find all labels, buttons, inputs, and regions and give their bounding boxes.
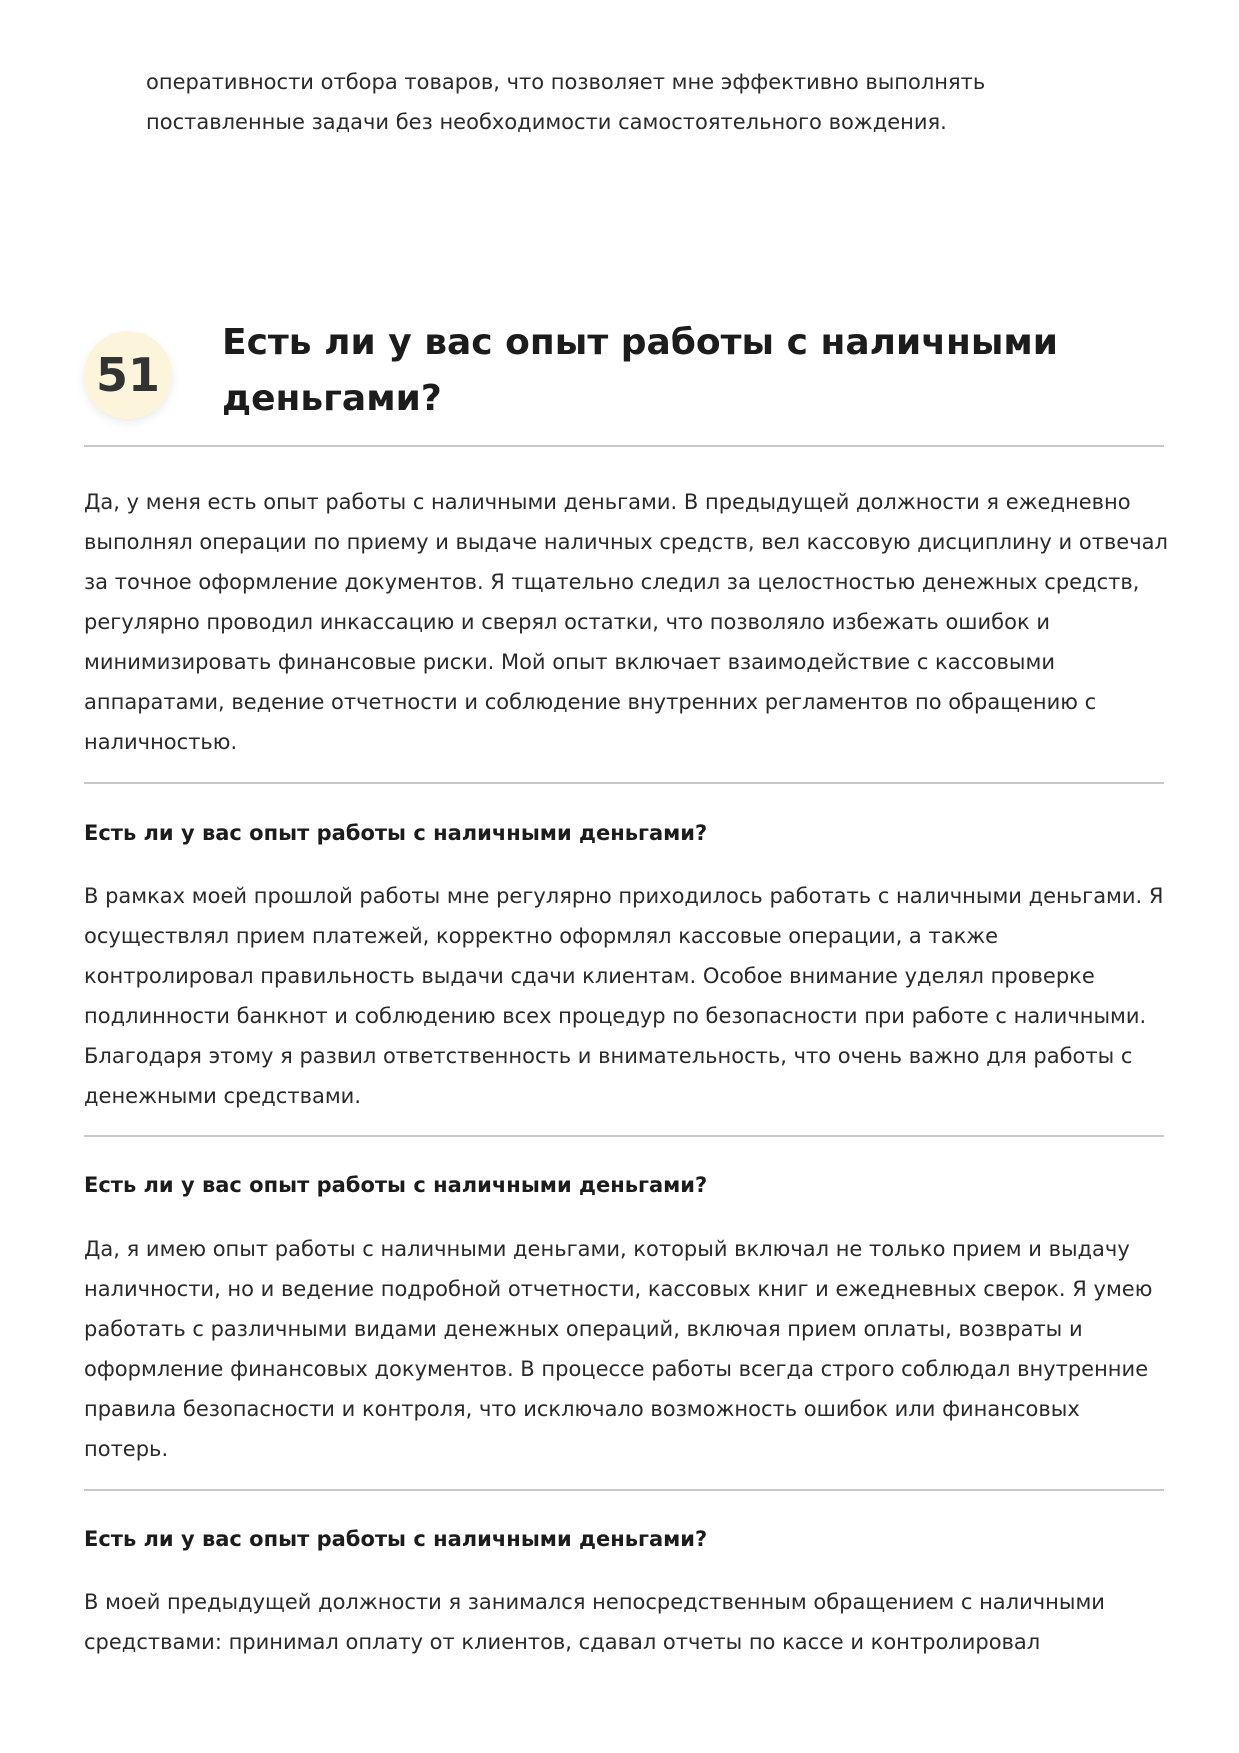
question-title: Есть ли у вас опыт работы с наличными деньгами?	[222, 322, 1059, 419]
answer-divider	[84, 1135, 1164, 1137]
answer-question: Есть ли у вас опыт работы с наличными деньгами?	[84, 821, 708, 845]
answer-question: Есть ли у вас опыт работы с наличными деньгами?	[84, 1173, 708, 1197]
intro-paragraph: оперативности отбора товаров, что позволяет мне эффективно выполнять поставленные задачи без необходимости самостоятельного вождения.	[146, 70, 986, 134]
answer-text: Да, я имею опыт работы с наличными деньгами, который включал не только прием и выдачу наличности, но и ведение подробной отчетности, кассовых книг и ежедневных сверок. Я умею работать с различными видами денежных операций, включая прием оплаты, возвраты и оформление финансовых документов. В процессе работы всегда строго соблюдал внутренние правила безопасности и контроля, что исключало возможность ошибок или финансовых потерь.	[84, 1237, 1153, 1461]
answer-divider	[84, 782, 1164, 784]
answer-question: Есть ли у вас опыт работы с наличными деньгами?	[84, 1527, 708, 1551]
answer-divider	[84, 1489, 1164, 1491]
answer-text: В рамках моей прошлой работы мне регулярно приходилось работать с наличными деньгами. Я осуществлял прием платежей, корректно оформлял кассовые операции, а также контролировал правильность выдачи сдачи клиентам. Особое внимание уделял проверке подлинности банкнот и соблюдению всех процедур по безопасности при работе с наличными. Благодаря этому я развил ответственность и внимательность, что очень важно для работы с денежными средствами.	[84, 884, 1164, 1108]
answer-text: Да, у меня есть опыт работы с наличными деньгами. В предыдущей должности я ежедневно выполнял операции по приему и выдаче наличных средств, вел кассовую дисциплину и отвечал за точное оформление документов. Я тщательно следил за целостностью денежных средств, регулярно проводил инкассацию и сверял остатки, что позволяло избежать ошибок и минимизировать финансовые риски. Мой опыт включает взаимодействие с кассовыми аппаратами, ведение отчетности и соблюдение внутренних регламентов по обращению с наличностью.	[84, 490, 1168, 754]
question-number-badge: 51	[84, 331, 172, 419]
question-header	[84, 309, 1164, 447]
answer-text: В моей предыдущей должности я занимался непосредственным обращением с наличными средствами: принимал оплату от клиентов, сдавал отчеты по кассе и контролировал	[84, 1590, 1105, 1654]
